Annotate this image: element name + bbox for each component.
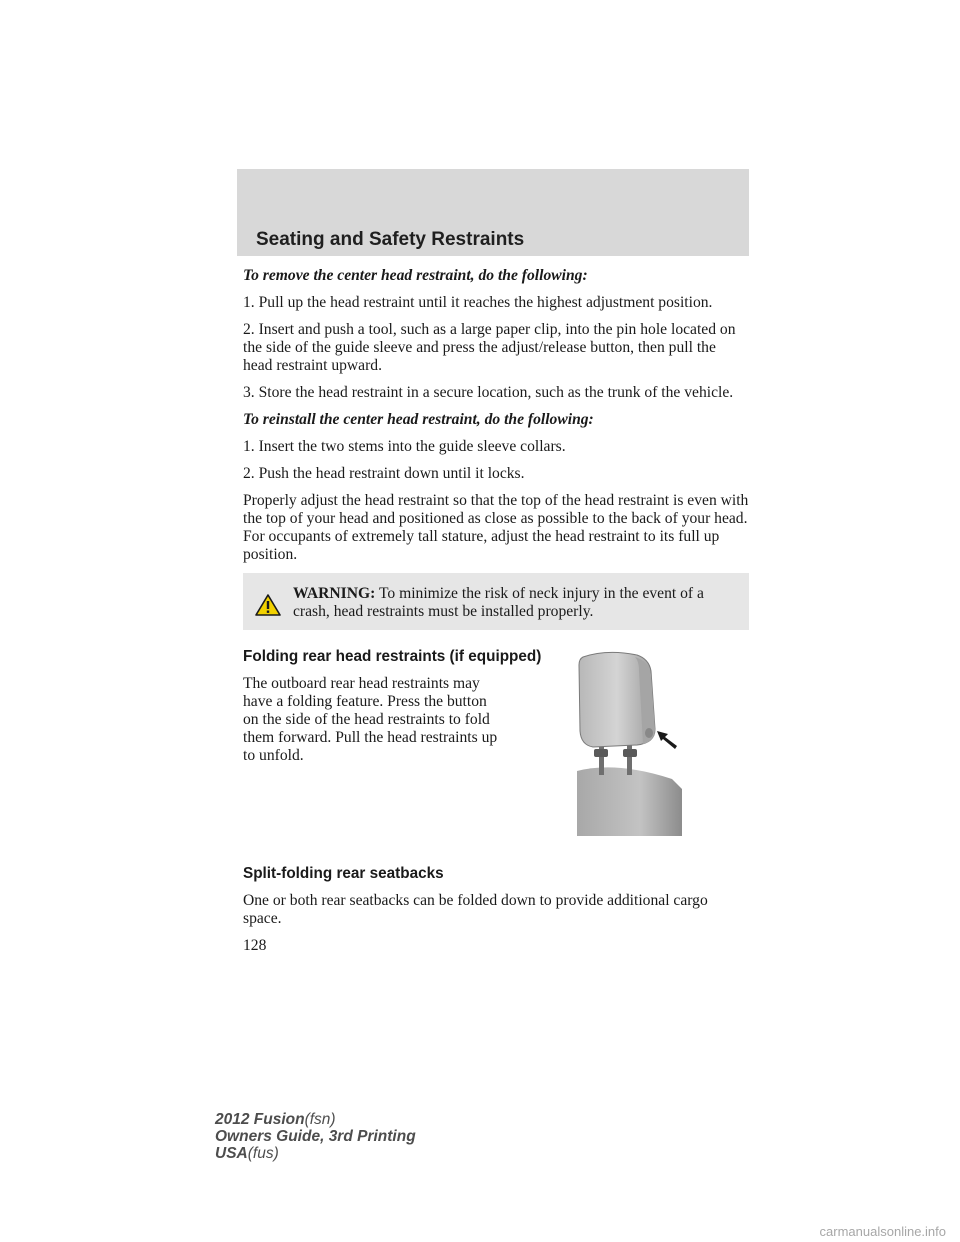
section-title: Seating and Safety Restraints	[256, 229, 525, 250]
remove-step-3: 3. Store the head restraint in a secure location, such as the trunk of the vehicle.	[243, 384, 734, 401]
folding-heading: Folding rear head restraints (if equipped)	[243, 648, 542, 665]
watermark: carmanualsonline.info	[819, 1224, 946, 1239]
adjust-paragraph: Properly adjust the head restraint so that the top of the head restraint is even with the top of your head and positioned as close as possible to the back of your head. For occupants of extremely tall stature, adjust the head restraint to its full up position.	[243, 492, 749, 563]
remove-heading: To remove the center head restraint, do the following:	[243, 267, 588, 284]
warning-label: WARNING:	[293, 585, 376, 602]
split-paragraph: One or both rear seatbacks can be folded down to provide additional cargo space.	[243, 892, 708, 927]
reinstall-heading: To reinstall the center head restraint, do the following:	[243, 411, 594, 428]
warning-triangle-icon	[255, 593, 281, 617]
warning-box	[243, 573, 749, 630]
page-content	[243, 267, 749, 964]
split-heading: Split-folding rear seatbacks	[243, 865, 444, 882]
reinstall-step-2: 2. Push the head restraint down until it locks.	[243, 465, 525, 482]
footer-market-code: (fus)	[247, 1145, 279, 1162]
footer-model-code: (fsn)	[304, 1111, 336, 1128]
remove-step-1: 1. Pull up the head restraint until it reaches the highest adjustment position.	[243, 294, 713, 311]
page-number: 128	[243, 937, 267, 954]
footer-model: 2012 Fusion	[215, 1111, 305, 1128]
footer-market: USA	[215, 1145, 248, 1162]
warning-text: To minimize the risk of neck injury in the event of a crash, head restraints must be installed properly.	[293, 585, 704, 620]
reinstall-step-1: 1. Insert the two stems into the guide sleeve collars.	[243, 438, 566, 455]
folding-paragraph: The outboard rear head restraints may have a folding feature. Press the button on the side of the head restraints to fold them forward. Pull the head restraints up to unfold.	[243, 675, 498, 764]
footer-guide: Owners Guide, 3rd Printing	[215, 1128, 416, 1145]
remove-step-2: 2. Insert and push a tool, such as a large paper clip, into the pin hole located on the side of the guide sleeve and press the adjust/release button, then pull the head restraint upward.	[243, 321, 736, 374]
head-restraint-illustration	[577, 651, 684, 836]
footer	[215, 1111, 416, 1162]
